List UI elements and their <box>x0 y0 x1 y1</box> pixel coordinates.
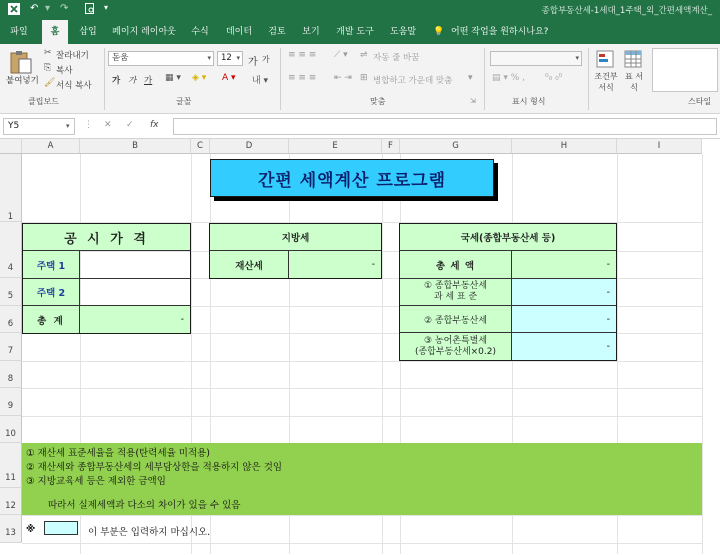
underline-button[interactable]: 가 <box>144 76 153 86</box>
col-header-a[interactable]: A <box>22 139 80 154</box>
font-name-select[interactable]: 돋움 ▾ <box>108 51 214 66</box>
property-tax-value[interactable]: - <box>289 251 381 278</box>
conditional-format-icon[interactable] <box>596 50 614 71</box>
row-header-10[interactable]: 10 <box>0 416 22 443</box>
styles-group-label: 스타일 <box>688 97 712 106</box>
paste-button[interactable]: 붙여넣기 <box>6 76 39 86</box>
formula-input[interactable] <box>173 118 717 135</box>
select-all-corner[interactable] <box>0 139 22 154</box>
col-header-c[interactable]: C <box>191 139 210 154</box>
house1-input[interactable] <box>80 251 190 279</box>
total-value[interactable]: - <box>80 306 190 333</box>
official-price-header[interactable]: 공 시 가 격 <box>23 224 190 251</box>
align-top-icon[interactable]: ≡ ≡ ≡ <box>288 50 317 60</box>
alignment-group-label: 맞춤 <box>370 97 386 106</box>
format-table-icon[interactable] <box>624 50 642 71</box>
number-format-select[interactable]: ▾ <box>490 51 582 66</box>
tab-insert[interactable]: 삽입 <box>79 27 97 37</box>
font-color-icon[interactable]: A ▾ <box>222 73 236 83</box>
row-header-4[interactable]: 4 <box>0 251 22 278</box>
tab-data[interactable]: 데이터 <box>225 27 253 37</box>
tab-help[interactable]: 도움말 <box>389 27 417 37</box>
align-left-icon[interactable]: ≡ ≡ ≡ <box>288 73 317 83</box>
format-table-button[interactable]: 표 서식 <box>625 72 643 92</box>
ribbon-tabs <box>0 20 720 44</box>
enter-icon[interactable]: ✓ <box>126 120 134 130</box>
sheet-title[interactable]: 간편 세액계산 프로그램 <box>210 159 494 197</box>
comprehensive-tax-value[interactable]: - <box>512 306 616 333</box>
house2-input[interactable] <box>80 279 190 306</box>
row-header-5[interactable]: 5 <box>0 278 22 306</box>
orientation-icon[interactable]: ⟋ ▾ <box>334 50 348 60</box>
row-header-12[interactable]: 12 <box>0 488 22 515</box>
tax-base-label[interactable] <box>400 279 512 306</box>
local-tax-header[interactable]: 지방세 <box>210 224 381 251</box>
redo-icon[interactable]: ↷ <box>60 3 69 14</box>
note-1: ① 재산세 표준세율을 적용(탄력세율 미적용) <box>26 448 211 459</box>
legend-mark: ※ <box>26 524 36 535</box>
col-header-e[interactable]: E <box>289 139 382 154</box>
col-header-d[interactable]: D <box>210 139 289 154</box>
col-header-b[interactable]: B <box>80 139 191 154</box>
cancel-icon[interactable]: ✕ <box>104 120 112 130</box>
insert-function-icon[interactable]: fx <box>150 120 159 130</box>
col-header-h[interactable]: H <box>512 139 617 154</box>
document-title: 종합부동산세-1세대_1주택_외_간편세액계산_ <box>541 6 712 16</box>
wrap-text-button[interactable]: 자동 줄 바꿈 <box>373 53 420 63</box>
formula-bar <box>0 114 720 139</box>
national-tax-header[interactable]: 국세(종합부동산세 등) <box>400 224 616 251</box>
excel-logo-icon <box>8 3 20 18</box>
rural-tax-line2: (종합부동산세×0.2) <box>414 346 497 357</box>
format-painter-button[interactable]: 서식 복사 <box>56 81 92 91</box>
customize-qa-icon[interactable]: ▾ <box>104 3 109 12</box>
italic-button[interactable]: 가 <box>128 76 137 86</box>
conditional-format-button[interactable]: 조건부 서식 <box>594 72 618 92</box>
cell-styles-gallery[interactable] <box>652 48 718 92</box>
title-bar <box>0 0 720 20</box>
shrink-font-button[interactable]: 가 <box>262 55 270 64</box>
number-group-label: 표시 형식 <box>512 97 546 106</box>
indent-icon[interactable]: ⇤ ⇥ <box>334 73 352 83</box>
bold-button[interactable]: 가 <box>112 76 121 86</box>
copy-icon[interactable]: ⎘ <box>44 63 52 73</box>
tax-base-line1: ① 종합부동산세 <box>423 281 488 291</box>
row-header-11[interactable]: 11 <box>0 443 22 488</box>
fill-color-icon[interactable]: ◈ ▾ <box>192 73 207 83</box>
house1-label[interactable]: 주택 1 <box>23 251 80 279</box>
cut-icon[interactable]: ✂ <box>44 48 52 58</box>
merge-icon[interactable]: ⊞ <box>360 73 368 83</box>
decimal-icon[interactable]: ⁰₀ ₀⁰ <box>545 73 563 83</box>
col-header-g[interactable]: G <box>400 139 512 154</box>
total-tax-label[interactable]: 총 세 액 <box>400 251 512 279</box>
phonetic-icon[interactable]: 내 ▾ <box>252 76 269 86</box>
clipboard-group-label: 클립보드 <box>28 97 59 106</box>
merge-dropdown-icon[interactable]: ▾ <box>468 73 473 83</box>
rural-tax-line1: ③ 농어촌특별세 <box>423 335 488 346</box>
note-4: 따라서 실제세액과 다소의 차이가 있을 수 있음 <box>48 500 241 511</box>
name-box[interactable]: Y5 <box>3 118 75 135</box>
row-header-1[interactable]: 1 <box>0 154 22 222</box>
grow-font-button[interactable]: 가 <box>248 57 258 68</box>
col-header-i[interactable]: I <box>617 139 702 154</box>
note-2: ② 재산세와 종합부동산세의 세부담상한을 적용하지 않은 것임 <box>26 462 283 473</box>
tab-home[interactable]: 홈 <box>42 20 68 44</box>
border-icon[interactable]: ▦ ▾ <box>165 73 181 83</box>
row-header-13[interactable]: 13 <box>0 515 22 543</box>
ribbon <box>0 44 720 114</box>
rural-tax-label[interactable] <box>400 333 512 360</box>
house2-label[interactable]: 주택 2 <box>23 279 80 306</box>
rural-tax-value[interactable]: - <box>512 333 616 360</box>
row-header-8[interactable]: 8 <box>0 361 22 388</box>
dropdown-icon[interactable]: ▾ <box>45 3 51 14</box>
tax-base-value[interactable]: - <box>512 279 616 306</box>
row-header-7[interactable]: 7 <box>0 333 22 361</box>
col-header-f[interactable]: F <box>382 139 400 154</box>
tell-me-box[interactable]: 어떤 작업을 원하시나요? <box>451 27 549 37</box>
format-painter-icon[interactable]: 🖌 <box>44 78 56 88</box>
wrap-text-icon[interactable]: ⇌ <box>360 50 368 60</box>
tab-view[interactable]: 보기 <box>302 27 320 37</box>
font-group-label: 글꼴 <box>176 97 192 106</box>
cut-button[interactable]: 잘라내기 <box>56 51 89 61</box>
tab-review[interactable]: 검토 <box>268 27 286 37</box>
tab-developer[interactable]: 개발 도구 <box>336 27 374 37</box>
undo-icon[interactable]: ↶ <box>30 3 39 14</box>
more-icon: ⋮ <box>84 120 93 130</box>
legend-text: 이 부분은 입력하지 마십시오. <box>88 527 211 538</box>
merge-center-button[interactable]: 병합하고 가운데 맞춤 <box>373 76 453 86</box>
property-tax-label[interactable]: 재산세 <box>210 251 289 278</box>
tab-file[interactable]: 파일 <box>10 27 28 37</box>
comprehensive-tax-label[interactable]: ② 종합부동산세 <box>400 306 512 333</box>
row-header-6[interactable]: 6 <box>0 306 22 333</box>
paste-icon[interactable] <box>8 49 36 75</box>
copy-button[interactable]: 복사 <box>56 66 73 76</box>
lightbulb-icon: 💡 <box>433 27 445 37</box>
tab-page-layout[interactable]: 페이지 레이아웃 <box>112 27 176 37</box>
total-label[interactable]: 총 계 <box>23 306 80 333</box>
print-preview-icon[interactable] <box>85 3 95 18</box>
name-box-dropdown-icon[interactable]: ▾ <box>66 122 70 130</box>
note-3: ③ 지방교육세 등은 제외한 금액임 <box>26 476 166 487</box>
total-tax-value[interactable]: - <box>512 251 616 279</box>
alignment-launcher-icon[interactable]: ⇲ <box>470 97 476 105</box>
worksheet-grid <box>0 139 720 555</box>
tax-base-line2: 과 세 표 준 <box>433 292 478 302</box>
tab-formulas[interactable]: 수식 <box>191 27 209 37</box>
accounting-icon[interactable]: ▤ ▾ % , <box>492 73 526 83</box>
row-header-9[interactable]: 9 <box>0 388 22 416</box>
legend-swatch <box>44 521 78 535</box>
font-size-select[interactable]: 12 ▾ <box>217 51 243 66</box>
